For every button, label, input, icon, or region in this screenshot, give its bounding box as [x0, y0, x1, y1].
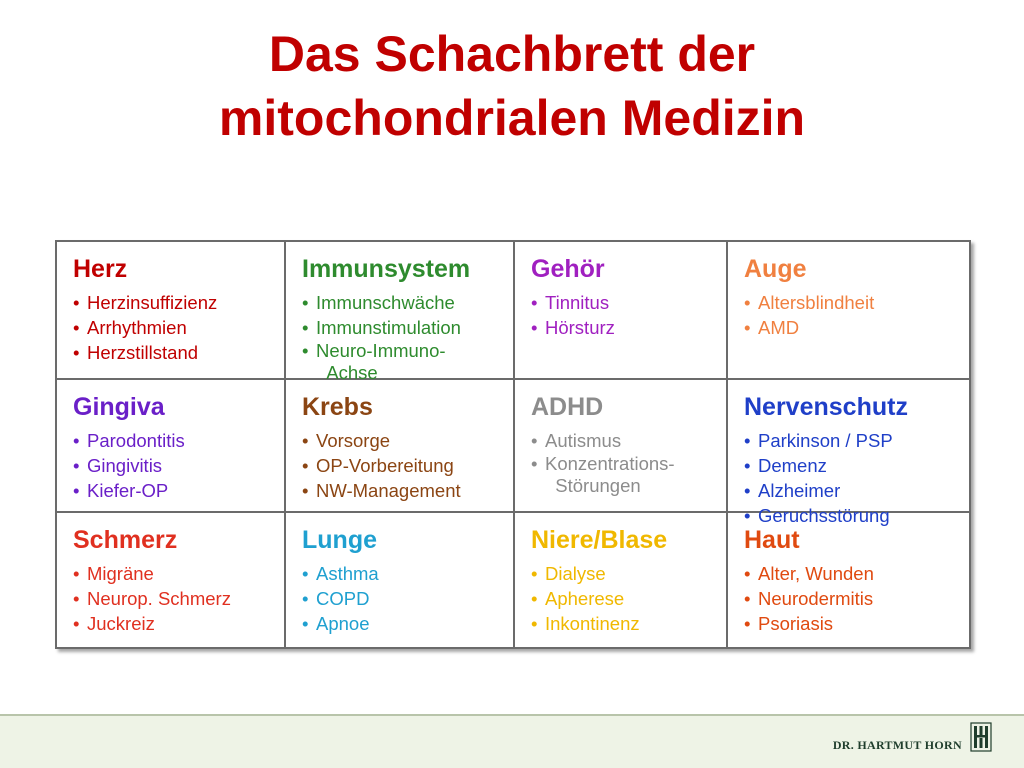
list-item-text: Apherese: [545, 588, 625, 609]
cell-schmerz: [57, 513, 286, 647]
list-item: [531, 453, 716, 497]
cell-heading: Haut: [744, 526, 800, 554]
bullet-icon: •: [73, 292, 80, 313]
cell-heading: ADHD: [531, 393, 604, 421]
list-item: [744, 453, 959, 478]
list-item: [302, 453, 503, 478]
list-item-text: Inkontinenz: [545, 613, 640, 634]
cell-item-list: [302, 290, 503, 384]
list-item-text: Arrhythmien: [87, 317, 187, 338]
list-item-text: OP-Vorbereitung: [316, 455, 454, 476]
list-item: [744, 290, 959, 315]
list-item: [73, 453, 274, 478]
list-item-text: Neurodermitis: [758, 588, 874, 609]
title-line-2: mitochondrialen Medizin: [218, 90, 806, 146]
list-item-text: Konzentrations- Störungen: [545, 453, 675, 496]
list-item-text: Migräne: [87, 563, 154, 584]
cell-heading: Gehör: [531, 255, 605, 283]
bullet-icon: •: [531, 588, 538, 609]
list-item-text: Tinnitus: [545, 292, 610, 313]
bullet-icon: •: [302, 613, 309, 634]
list-item-text: AMD: [758, 317, 800, 338]
list-item-text: Altersblindheit: [758, 292, 875, 313]
list-item: [744, 478, 959, 503]
cell-immunsystem: [286, 242, 515, 383]
list-item: [302, 478, 503, 503]
bullet-icon: •: [531, 563, 538, 584]
list-item: [531, 290, 716, 315]
list-item: [302, 586, 503, 611]
list-item-text: Parodontitis: [87, 430, 185, 451]
list-item: [73, 478, 274, 503]
list-item: [744, 611, 959, 636]
list-item: [302, 611, 503, 636]
list-item: [744, 586, 959, 611]
cell-gehoer: [515, 242, 728, 380]
list-item: [302, 561, 503, 586]
bullet-icon: •: [302, 317, 309, 338]
list-item-text: Hörsturz: [545, 317, 615, 338]
cell-lunge: [286, 513, 515, 647]
list-item: [531, 611, 716, 636]
list-item-text: Alter, Wunden: [758, 563, 874, 584]
cell-item-list: [302, 561, 503, 636]
list-item-text: Gingivitis: [87, 455, 163, 476]
list-item: [73, 340, 274, 365]
cell-item-list: [73, 561, 274, 636]
list-item: [73, 428, 274, 453]
cell-herz: [57, 242, 286, 380]
bullet-icon: •: [744, 430, 751, 451]
bullet-icon: •: [302, 292, 309, 313]
bullet-icon: •: [531, 453, 538, 474]
cell-heading: Gingiva: [73, 393, 165, 421]
list-item: [302, 290, 503, 315]
bullet-icon: •: [531, 613, 538, 634]
bullet-icon: •: [531, 292, 538, 313]
bullet-icon: •: [302, 563, 309, 584]
list-item-text: Kiefer-OP: [87, 480, 169, 501]
list-item-text: COPD: [316, 588, 370, 609]
bullet-icon: •: [302, 455, 309, 476]
bullet-icon: •: [744, 563, 751, 584]
cell-item-list: [744, 561, 959, 636]
bullet-icon: •: [73, 480, 80, 501]
list-item: [744, 561, 959, 586]
cell-auge: [728, 242, 969, 380]
bullet-icon: •: [531, 317, 538, 338]
bullet-icon: •: [744, 613, 751, 634]
list-item-text: Juckreiz: [87, 613, 155, 634]
cell-item-list: [73, 290, 274, 365]
bullet-icon: •: [73, 588, 80, 609]
bullet-icon: •: [73, 613, 80, 634]
cell-adhd: [515, 380, 728, 513]
cell-item-list: [73, 428, 274, 503]
cell-heading: Niere/Blase: [531, 526, 668, 554]
list-item: [302, 315, 503, 340]
list-item-text: Neuro-Immuno- Achse: [316, 340, 446, 383]
cell-item-list: [744, 428, 959, 528]
bullet-icon: •: [744, 588, 751, 609]
author-name: DR. HARTMUT HORN: [832, 738, 962, 752]
bullet-icon: •: [73, 317, 80, 338]
list-item-text: Vorsorge: [316, 430, 391, 451]
bullet-icon: •: [73, 342, 80, 363]
list-item: [73, 315, 274, 340]
list-item-text: Immunstimulation: [316, 317, 461, 338]
list-item-text: Herzstillstand: [87, 342, 199, 363]
cell-haut: [728, 513, 969, 647]
bullet-icon: •: [302, 480, 309, 501]
bullet-icon: •: [531, 430, 538, 451]
list-item: [302, 340, 503, 384]
cell-nervenschutz: [728, 380, 969, 526]
cell-item-list: [744, 290, 959, 340]
list-item-text: Asthma: [316, 563, 379, 584]
list-item: [73, 561, 274, 586]
cell-heading: Herz: [73, 255, 128, 283]
list-item: [73, 586, 274, 611]
list-item-text: Immunschwäche: [316, 292, 455, 313]
bullet-icon: •: [744, 292, 751, 313]
list-item-text: NW-Management: [316, 480, 461, 501]
list-item-text: Psoriasis: [758, 613, 834, 634]
list-item: [302, 428, 503, 453]
cell-heading: Nervenschutz: [744, 393, 908, 421]
list-item: [744, 428, 959, 453]
cell-heading: Krebs: [302, 393, 373, 421]
chessboard-grid: [55, 240, 971, 649]
list-item-text: Autismus: [545, 430, 622, 451]
list-item-text: Demenz: [758, 455, 827, 476]
cell-heading: Immunsystem: [302, 255, 471, 283]
list-item-text: Parkinson / PSP: [758, 430, 893, 451]
cell-item-list: [531, 428, 716, 497]
list-item: [531, 315, 716, 340]
cell-krebs: [286, 380, 515, 513]
list-item: [531, 586, 716, 611]
bullet-icon: •: [744, 480, 751, 501]
bullet-icon: •: [302, 430, 309, 451]
list-item-text: Geruchsstörung: [758, 505, 890, 526]
bullet-icon: •: [73, 455, 80, 476]
list-item: [744, 503, 959, 528]
list-item-text: Neurop. Schmerz: [87, 588, 231, 609]
cell-heading: Schmerz: [73, 526, 178, 554]
list-item: [531, 561, 716, 586]
list-item-text: Apnoe: [316, 613, 370, 634]
cell-niere-blase: [515, 513, 728, 647]
list-item: [73, 611, 274, 636]
list-item: [73, 290, 274, 315]
list-item: [531, 428, 716, 453]
title-line-1: Das Schachbrett der: [268, 26, 756, 82]
cell-item-list: [531, 561, 716, 636]
bullet-icon: •: [302, 588, 309, 609]
cell-item-list: [531, 290, 716, 340]
bullet-icon: •: [744, 455, 751, 476]
list-item-text: Herzinsuffizienz: [87, 292, 218, 313]
hh-monogram-logo: [970, 722, 992, 752]
cell-heading: Lunge: [302, 526, 377, 554]
bullet-icon: •: [73, 563, 80, 584]
cell-heading: Auge: [744, 255, 807, 283]
cell-item-list: [302, 428, 503, 503]
list-item-text: Alzheimer: [758, 480, 841, 501]
bullet-icon: •: [744, 317, 751, 338]
cell-gingiva: [57, 380, 286, 513]
list-item-text: Dialyse: [545, 563, 606, 584]
list-item: [744, 315, 959, 340]
footer-bar: [0, 714, 1024, 768]
bullet-icon: •: [73, 430, 80, 451]
bullet-icon: •: [302, 340, 309, 361]
bullet-icon: •: [744, 505, 751, 526]
slide-title: [0, 22, 1024, 150]
